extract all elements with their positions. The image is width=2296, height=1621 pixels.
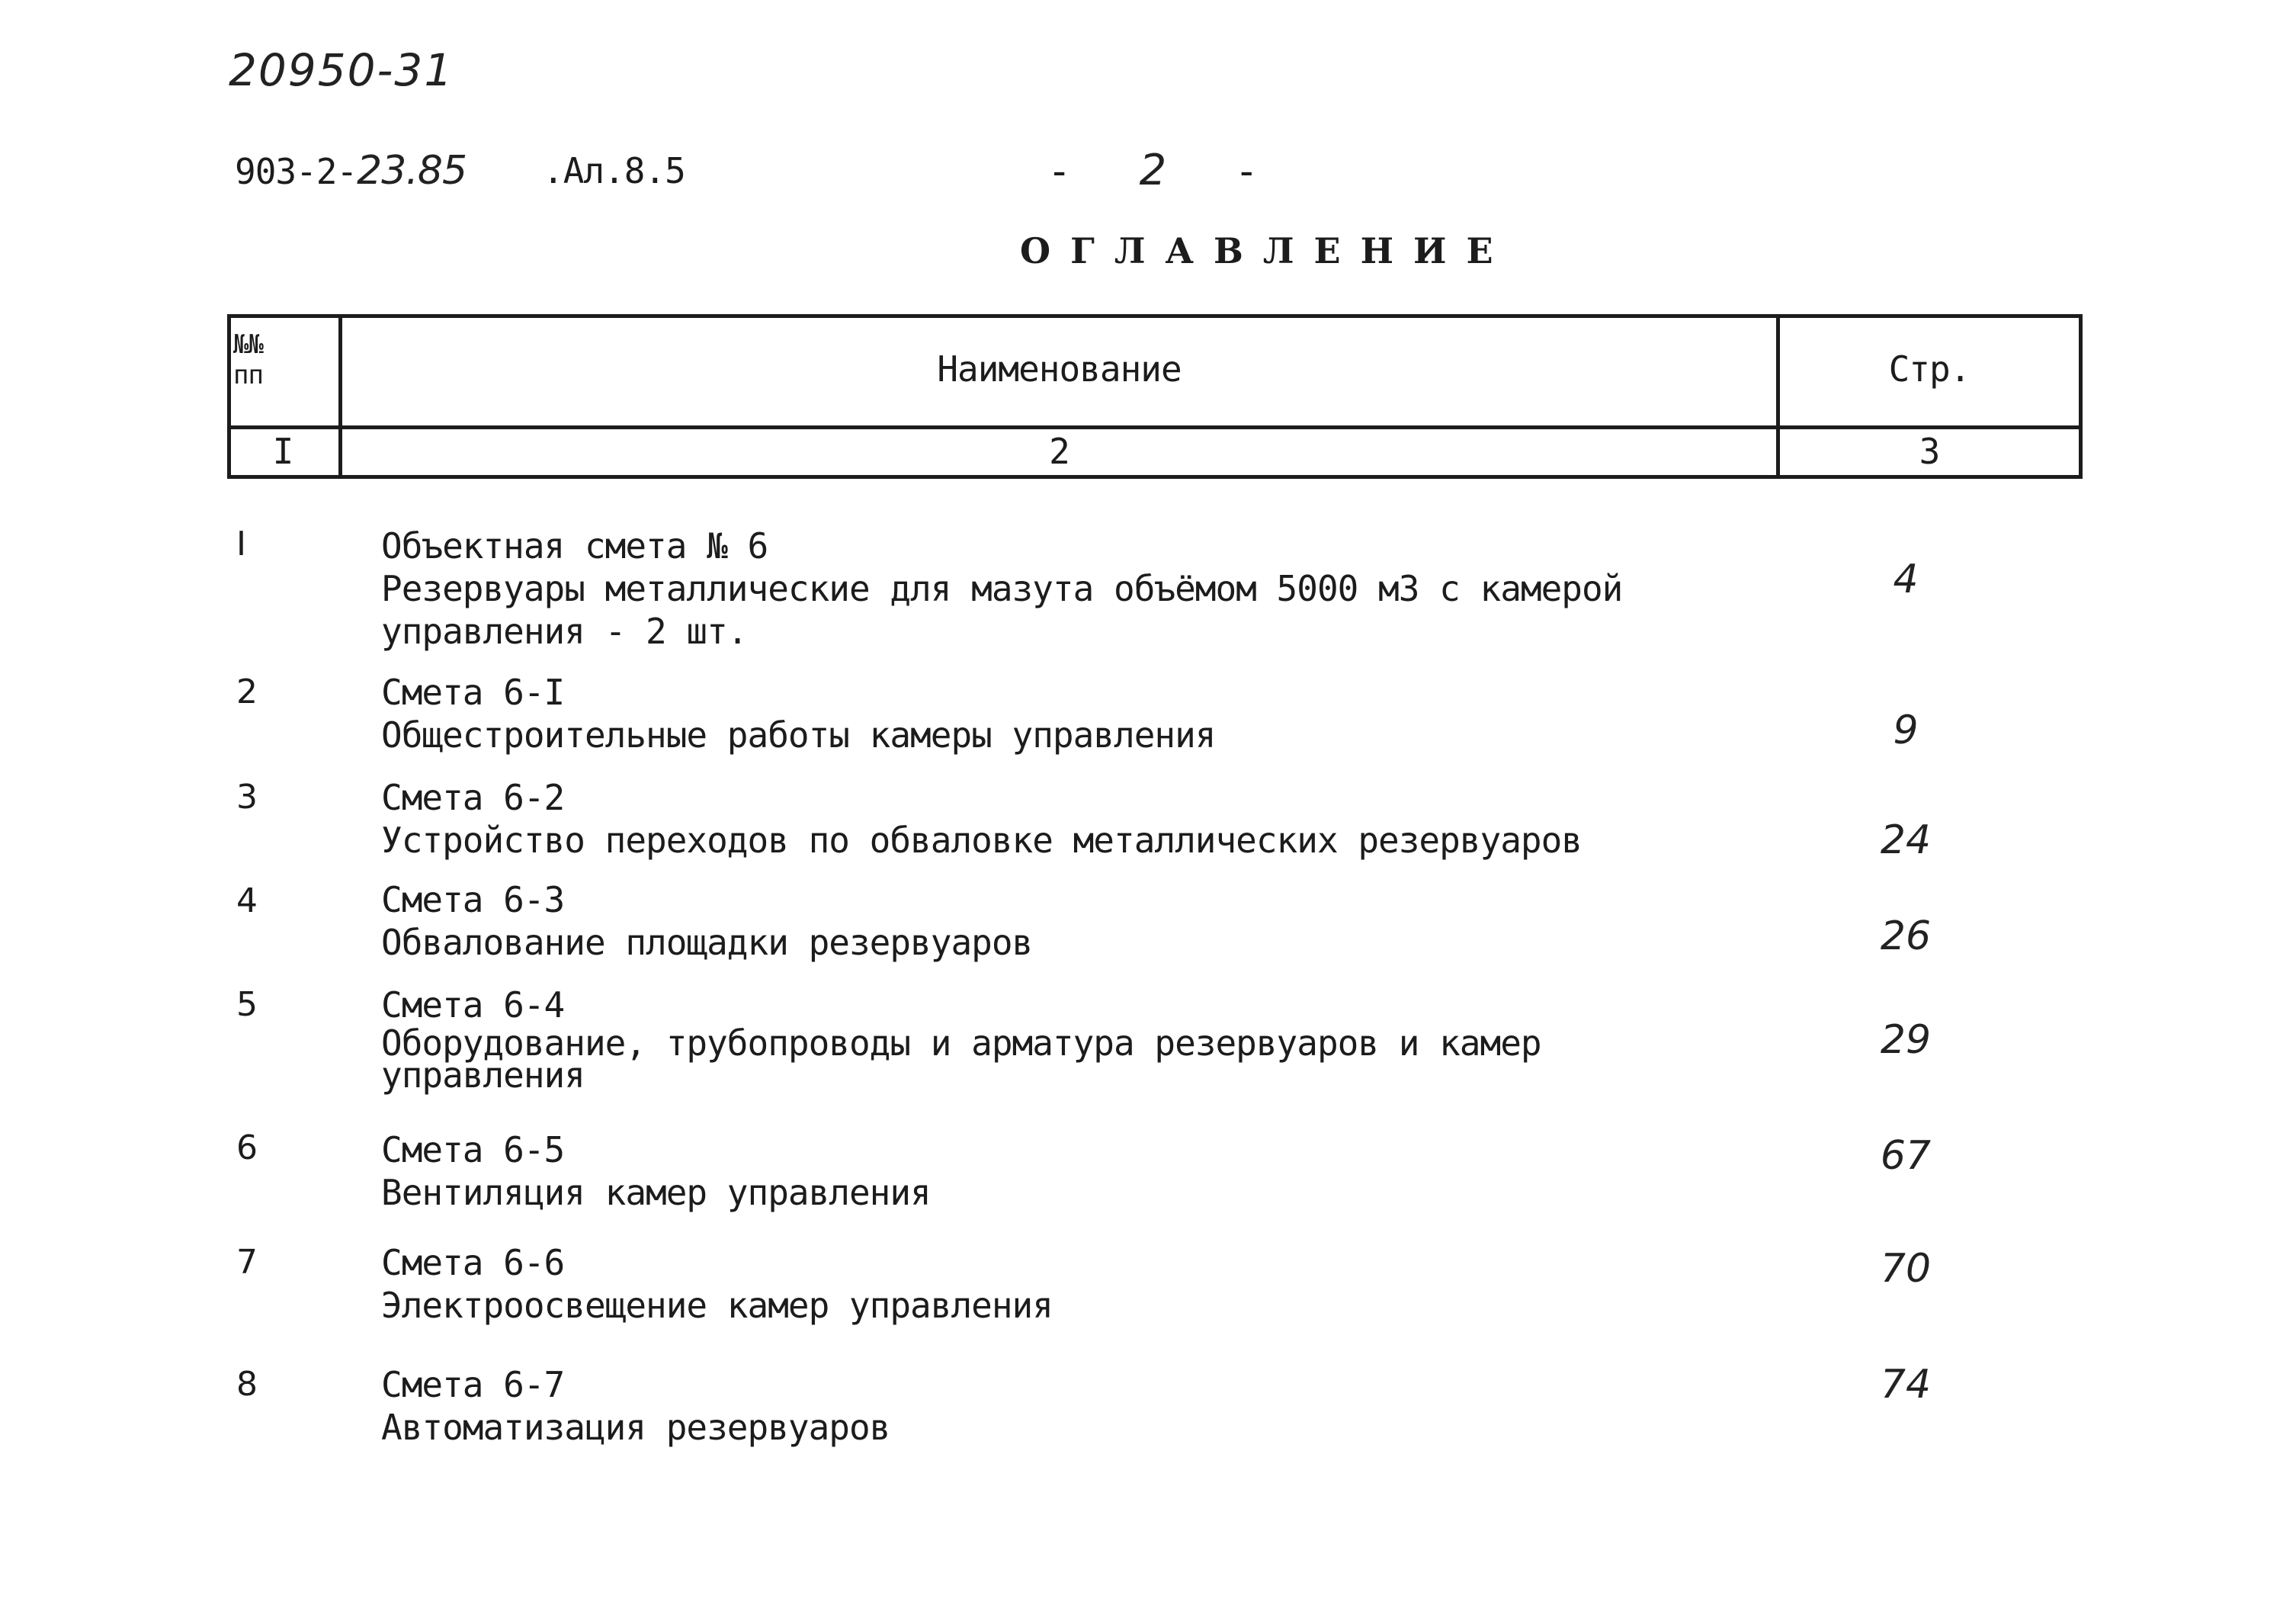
entry-line: Обвалование площадки резервуаров	[381, 922, 1033, 963]
entry-line: управления	[381, 1054, 585, 1096]
entry-text	[381, 776, 1582, 862]
entry-page: 70	[1880, 1246, 1932, 1292]
entry-page: 4	[1893, 557, 1919, 602]
entry-line: Объектная смета № 6	[381, 525, 768, 567]
entry-page: 29	[1880, 1017, 1932, 1063]
page-number	[1047, 146, 1258, 195]
page-col-header: Стр.	[1888, 348, 1971, 390]
entry-page: 26	[1880, 913, 1932, 959]
entry-number: I	[236, 525, 246, 563]
entry-line: Общестроительные работы камеры управления	[381, 714, 1216, 756]
entry-line: управления - 2 шт.	[381, 611, 748, 652]
num-col-header	[233, 329, 332, 390]
entry-line: Электроосвещение камер управления	[381, 1285, 1053, 1326]
entry-page: 9	[1893, 708, 1919, 753]
toc-header-table	[227, 314, 2083, 479]
entry-line: Смета 6-I	[381, 672, 565, 713]
page-number-handwritten: 2	[1139, 146, 1166, 195]
document-code	[235, 149, 467, 193]
entry-number: 3	[236, 778, 258, 817]
num-col-header-line2: пп	[233, 360, 263, 390]
entry-line: Автоматизация резервуаров	[381, 1407, 890, 1448]
entry-text	[381, 671, 1215, 756]
entry-line: Оборудование, трубопроводы и арматура резервуаров и камер	[381, 1022, 1541, 1064]
entry-text	[381, 1241, 1053, 1327]
document-code-typed: 903-2-	[235, 151, 358, 192]
entry-line: Смета 6-3	[381, 879, 565, 920]
entry-text	[381, 1363, 890, 1449]
entry-text	[381, 525, 1622, 653]
entry-number: 8	[236, 1365, 258, 1404]
entry-line: Смета 6-2	[381, 777, 565, 818]
album-reference: .Ал.8.5	[543, 150, 685, 191]
archive-number: 20950-31	[229, 44, 454, 96]
entry-number: 2	[236, 672, 258, 711]
name-col-header: Наименование	[937, 348, 1182, 390]
entry-text	[381, 1128, 931, 1214]
page-dash-right: -	[1234, 149, 1258, 194]
entry-line: Смета 6-7	[381, 1364, 565, 1405]
page-dash-left: -	[1047, 149, 1071, 194]
col-index-3: 3	[1919, 431, 1940, 472]
entry-number: 7	[236, 1243, 258, 1282]
entry-line: Резервуары металлические для мазута объёмом 5000 м3 с камерой	[381, 568, 1623, 609]
col-index-2: 2	[1049, 431, 1069, 472]
entry-page: 74	[1880, 1362, 1932, 1408]
entry-text	[381, 984, 1541, 1096]
header-row-divider	[227, 425, 2083, 429]
entry-number: 6	[236, 1128, 258, 1167]
entry-text	[381, 878, 1032, 964]
entry-line: Устройство переходов по обваловке металлических резервуаров	[381, 820, 1582, 861]
entry-line: Смета 6-5	[381, 1129, 565, 1170]
entry-line: Смета 6-4	[381, 984, 565, 1026]
document-code-handwritten: 23.85	[357, 148, 467, 194]
entry-number: 4	[236, 881, 258, 920]
num-col-header-line1: №№	[233, 329, 263, 360]
toc-title: ОГЛАВЛЕНИЕ	[1020, 230, 1513, 271]
entry-page: 24	[1880, 817, 1932, 863]
col-index-1: I	[272, 431, 293, 472]
entry-number: 5	[236, 985, 258, 1024]
entry-line: Вентиляция камер управления	[381, 1172, 931, 1213]
entry-line: Смета 6-6	[381, 1242, 565, 1283]
entry-page: 67	[1880, 1133, 1932, 1179]
